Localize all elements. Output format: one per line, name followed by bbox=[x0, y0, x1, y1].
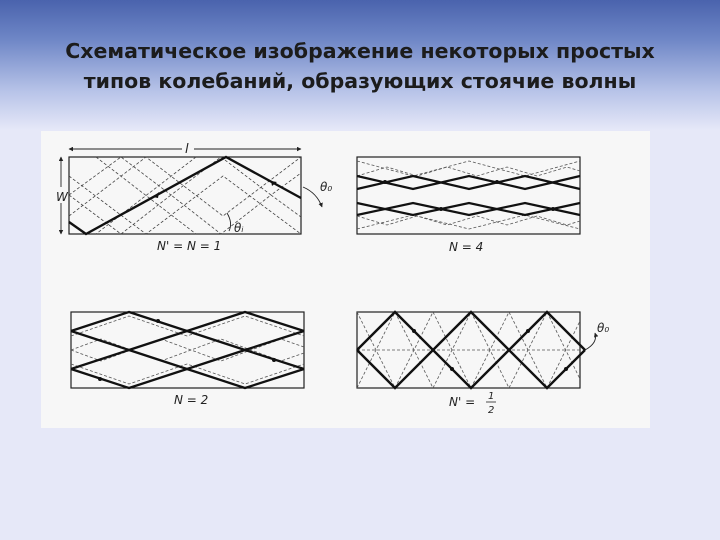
panel-n2 bbox=[71, 312, 304, 407]
panel-n2-frame bbox=[71, 312, 304, 388]
panel-n1-frame bbox=[69, 157, 301, 234]
caption-n4: N = 4 bbox=[449, 240, 484, 254]
dimension-l bbox=[69, 140, 301, 157]
angle-theta0-label: θ₀ bbox=[320, 180, 333, 194]
dimension-w-label: W bbox=[56, 190, 68, 204]
panel-n2-dashed-rays bbox=[71, 316, 304, 384]
caption-n-half-denominator: 2 bbox=[488, 405, 495, 416]
angle-theta0-label-2: θ₀ bbox=[597, 321, 610, 335]
panel-n4-frame bbox=[357, 157, 580, 234]
panel-n2-solid-rays bbox=[71, 312, 304, 388]
angle-thetai-label: θᵢ bbox=[234, 221, 244, 235]
caption-n-half-numerator: 1 bbox=[488, 391, 495, 402]
panel-n2-arrowheads bbox=[98, 319, 276, 381]
panel-n1 bbox=[54, 140, 332, 253]
standing-waves-diagram bbox=[41, 131, 650, 428]
panel-n1-arrowheads bbox=[153, 181, 277, 198]
panel-n4-arrowheads bbox=[383, 180, 555, 211]
panel-n4 bbox=[357, 157, 580, 254]
caption-n1: N' = N = 1 bbox=[157, 239, 222, 253]
slide-title-line-2: типов колебаний, образующих стоячие волны bbox=[83, 69, 637, 93]
panel-n1-theta0 bbox=[303, 180, 332, 207]
panel-n-half-solid-ray-lower bbox=[357, 312, 585, 388]
panel-n1-thetai bbox=[227, 213, 244, 235]
figure-panel bbox=[41, 131, 650, 428]
slide-title-line-1: Схематическое изображение некоторых простых bbox=[65, 39, 655, 63]
panel-n-half-dashed-rays bbox=[357, 312, 580, 388]
panel-n1-dashed-rays bbox=[69, 157, 301, 234]
caption-n2: N = 2 bbox=[174, 393, 209, 407]
dimension-w bbox=[54, 157, 69, 234]
panel-n1-solid-ray bbox=[69, 157, 301, 234]
caption-n-half-prefix: N' = bbox=[449, 395, 476, 409]
panel-n-half bbox=[357, 312, 609, 416]
slide-title bbox=[20, 36, 700, 96]
panel-n-half-solid-ray-upper bbox=[357, 312, 585, 388]
panel-n4-solid-rays bbox=[357, 176, 580, 215]
panel-n4-dashed-rays bbox=[357, 161, 580, 229]
caption-n-half bbox=[449, 391, 496, 416]
dimension-l-label: l bbox=[185, 142, 189, 157]
panel-n-half-theta0 bbox=[585, 321, 609, 350]
